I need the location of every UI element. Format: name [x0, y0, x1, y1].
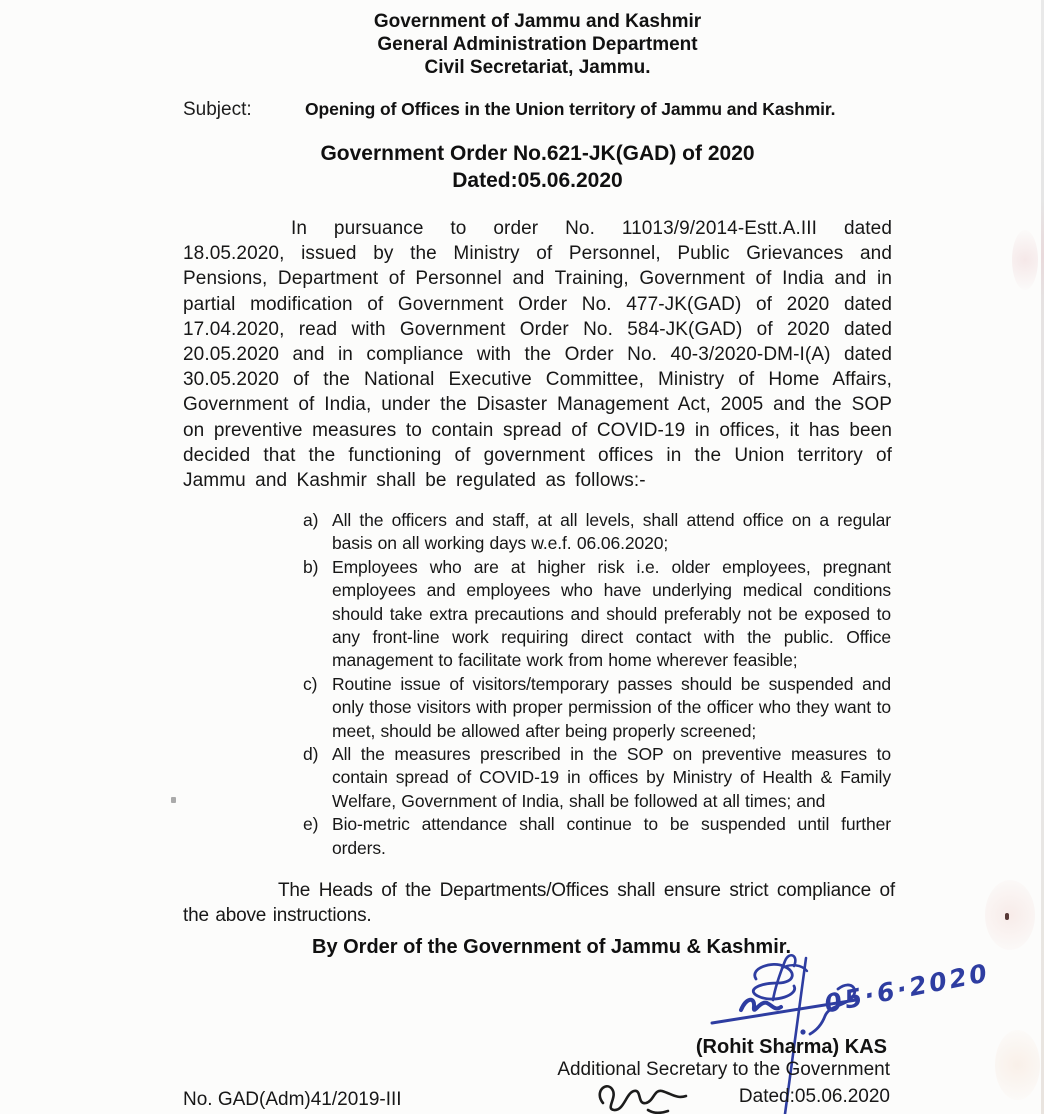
directive-item-a — [303, 509, 891, 556]
scan-smudge — [985, 880, 1035, 950]
directive-marker: a) — [303, 510, 319, 530]
directives-list — [303, 509, 891, 860]
scan-speck — [171, 797, 176, 803]
directive-text: Employees who are at higher risk i.e. older employees, pregnant employees and employees who have underlying medical conditions should take extra precautions and should preferably not be exposed to any front-line work requiring direct contact with the public. Office management to facilitate work from home wherever feasible; — [332, 556, 891, 671]
initials-scribble — [592, 1079, 692, 1114]
directive-text: Routine issue of visitors/temporary passes should be suspended and only those visitors with proper permission of the officer who they want to meet, should be allowed after being properly screened; — [332, 673, 891, 741]
letterhead-line-government: Government of Jammu and Kashmir — [373, 11, 702, 32]
directive-marker: e) — [303, 814, 319, 835]
signatory-designation: Additional Secretary to the Government — [557, 1059, 890, 1080]
directive-item-b — [303, 556, 891, 673]
scan-smudge — [1012, 230, 1038, 290]
by-order-line: By Order of the Government of Jammu & Kashmir. — [312, 936, 791, 958]
footer-dated-line: Dated:05.06.2020 — [738, 1086, 890, 1107]
handwritten-date: 05·6·2020 — [822, 957, 993, 1019]
letterhead-line-department: General Administration Department — [377, 34, 698, 55]
order-number-line: Government Order No.621-JK(GAD) of 2020 — [320, 142, 755, 165]
directive-marker: d) — [303, 744, 319, 765]
letterhead-line-secretariat: Civil Secretariat, Jammu. — [424, 57, 651, 78]
scan-smudge — [995, 1030, 1040, 1100]
directive-marker: c) — [303, 673, 318, 694]
directive-item-e — [303, 813, 891, 860]
subject-row — [183, 99, 923, 121]
directive-text: Bio-metric attendance shall continue to be suspended until further orders. — [332, 814, 891, 858]
order-date-line: Dated:05.06.2020 — [452, 169, 623, 192]
subject-text: Opening of Offices in the Union territory of Jammu and Kashmir. — [305, 99, 836, 119]
directive-text: All the officers and staff, at all levels, shall attend office on a regular basis on all working days w.e.f. 06.06.2020; — [332, 510, 891, 554]
signatory-name: (Rohit Sharma) KAS — [695, 1036, 887, 1058]
directive-item-c — [303, 673, 891, 743]
directive-text: All the measures prescribed in the SOP on preventive measures to contain spread of COVID-19 in offices by Ministry of Health & Family Welfare, Government of India, shall be followed at all times; and — [332, 744, 891, 811]
reference-number: No. GAD(Adm)41/2019-III — [183, 1089, 402, 1110]
directive-item-d — [303, 743, 891, 813]
order-title — [183, 140, 892, 194]
body-paragraph: In pursuance to order No. 11013/9/2014-Estt.A.III dated 18.05.2020, issued by the Ministry of Personnel, Public Grievances and Pensions, Department of Personnel and Training, Government of India and in partial modification of Government Order No. 477-JK(GAD) of 2020 dated 17.04.2020, read with Government Order No. 584-JK(GAD) of 2020 dated 20.05.2020 and in compliance with the Order No. 40-3/2020-DM-I(A) dated 30.05.2020 of the National Executive Committee, Ministry of Home Affairs, Government of India, under the Disaster Management Act, 2005 and the SOP on preventive measures to contain spread of COVID-19 in offices, it has been decided that the functioning of government offices in the Union territory of Jammu and Kashmir shall be regulated as follows:- — [183, 218, 892, 492]
closing-paragraph: The Heads of the Departments/Offices shall ensure strict compliance of the above instructions. — [183, 880, 895, 926]
subject-label: Subject: — [183, 99, 252, 120]
directive-marker: b) — [303, 556, 319, 577]
letterhead — [183, 10, 892, 79]
